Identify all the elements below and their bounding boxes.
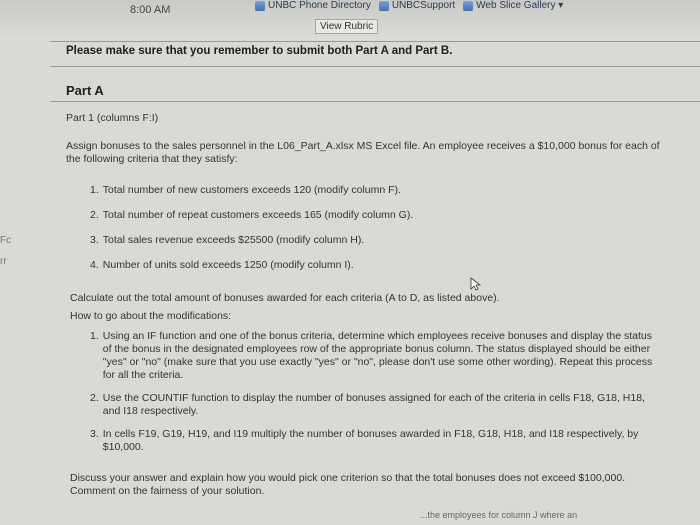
calculate-instruction: Calculate out the total amount of bonuses awarded for each criteria (A to D, as listed above). xyxy=(70,292,500,304)
step-item-1: 1. Using an IF function and one of the bonus criteria, determine which employees receive bonuses and display the status of the bonus in the designated employees row of the appropriate bonus column. The status displayed should be either "yes" or "no" (make sure that you use exactly "yes" or "no", please don't use some other wording). Repeat this process for all the criteria. xyxy=(90,330,653,381)
criteria-item-3: 3. Total sales revenue exceeds $25500 (modify column H). xyxy=(90,234,365,246)
favorite-link-label: UNBC Phone Directory xyxy=(268,0,371,11)
how-to-heading: How to go about the modifications: xyxy=(70,310,232,322)
browser-favorites-bar xyxy=(0,0,700,40)
step-item-3: 3. In cells F19, G19, H19, and I19 multiply the number of bonuses awarded in F18, G18, H18, and I18 respectively, by $10,000. xyxy=(90,428,639,453)
criteria-item-2: 2. Total number of repeat customers exceeds 165 (modify column G). xyxy=(90,209,414,221)
favorite-link-web-slice-gallery[interactable] xyxy=(463,0,563,11)
criteria-item-1: 1. Total number of new customers exceeds 120 (modify column F). xyxy=(90,184,401,196)
divider xyxy=(50,41,700,42)
view-rubric-button[interactable]: View Rubric xyxy=(315,19,378,34)
favorites-links xyxy=(255,0,563,11)
favorite-link-phone-directory[interactable] xyxy=(255,0,371,11)
divider xyxy=(50,101,700,102)
part1-heading: Part 1 (columns F:I) xyxy=(66,112,159,124)
cut-off-text: ...the employees for column J where an xyxy=(420,510,578,520)
criteria-item-4: 4. Number of units sold exceeds 1250 (modify column I). xyxy=(90,259,354,271)
favorite-link-label: UNBCSupport xyxy=(391,0,456,11)
part-a-title: Part A xyxy=(66,83,104,98)
page-icon xyxy=(255,1,265,11)
favorite-link-unbcsupport[interactable] xyxy=(379,0,455,11)
submission-notice: Please make sure that you remember to submit both Part A and Part B. xyxy=(66,45,453,57)
mouse-cursor-icon xyxy=(470,277,482,291)
ie-icon xyxy=(379,1,389,11)
part1-intro: Assign bonuses to the sales personnel in the L06_Part_A.xlsx MS Excel file. An employee receives a $10,000 bonus for each of the following criteria that they satisfy: xyxy=(66,140,660,165)
time-label: 8:00 AM xyxy=(130,4,171,16)
discussion-instruction: Discuss your answer and explain how you would pick one criterion so that the total bonuses does not exceed $100,000. Comment on the fairness of your solution. xyxy=(70,472,626,497)
step-item-2: 2. Use the COUNTIF function to display the number of bonuses assigned for each of the criteria in cells F18, G18, H18, and I18 respectively. xyxy=(90,392,645,417)
ie-icon xyxy=(463,1,473,11)
favorite-link-label: Web Slice Gallery ▾ xyxy=(476,0,564,11)
left-margin-fragment: Fc rr xyxy=(0,235,12,267)
divider xyxy=(50,66,700,67)
